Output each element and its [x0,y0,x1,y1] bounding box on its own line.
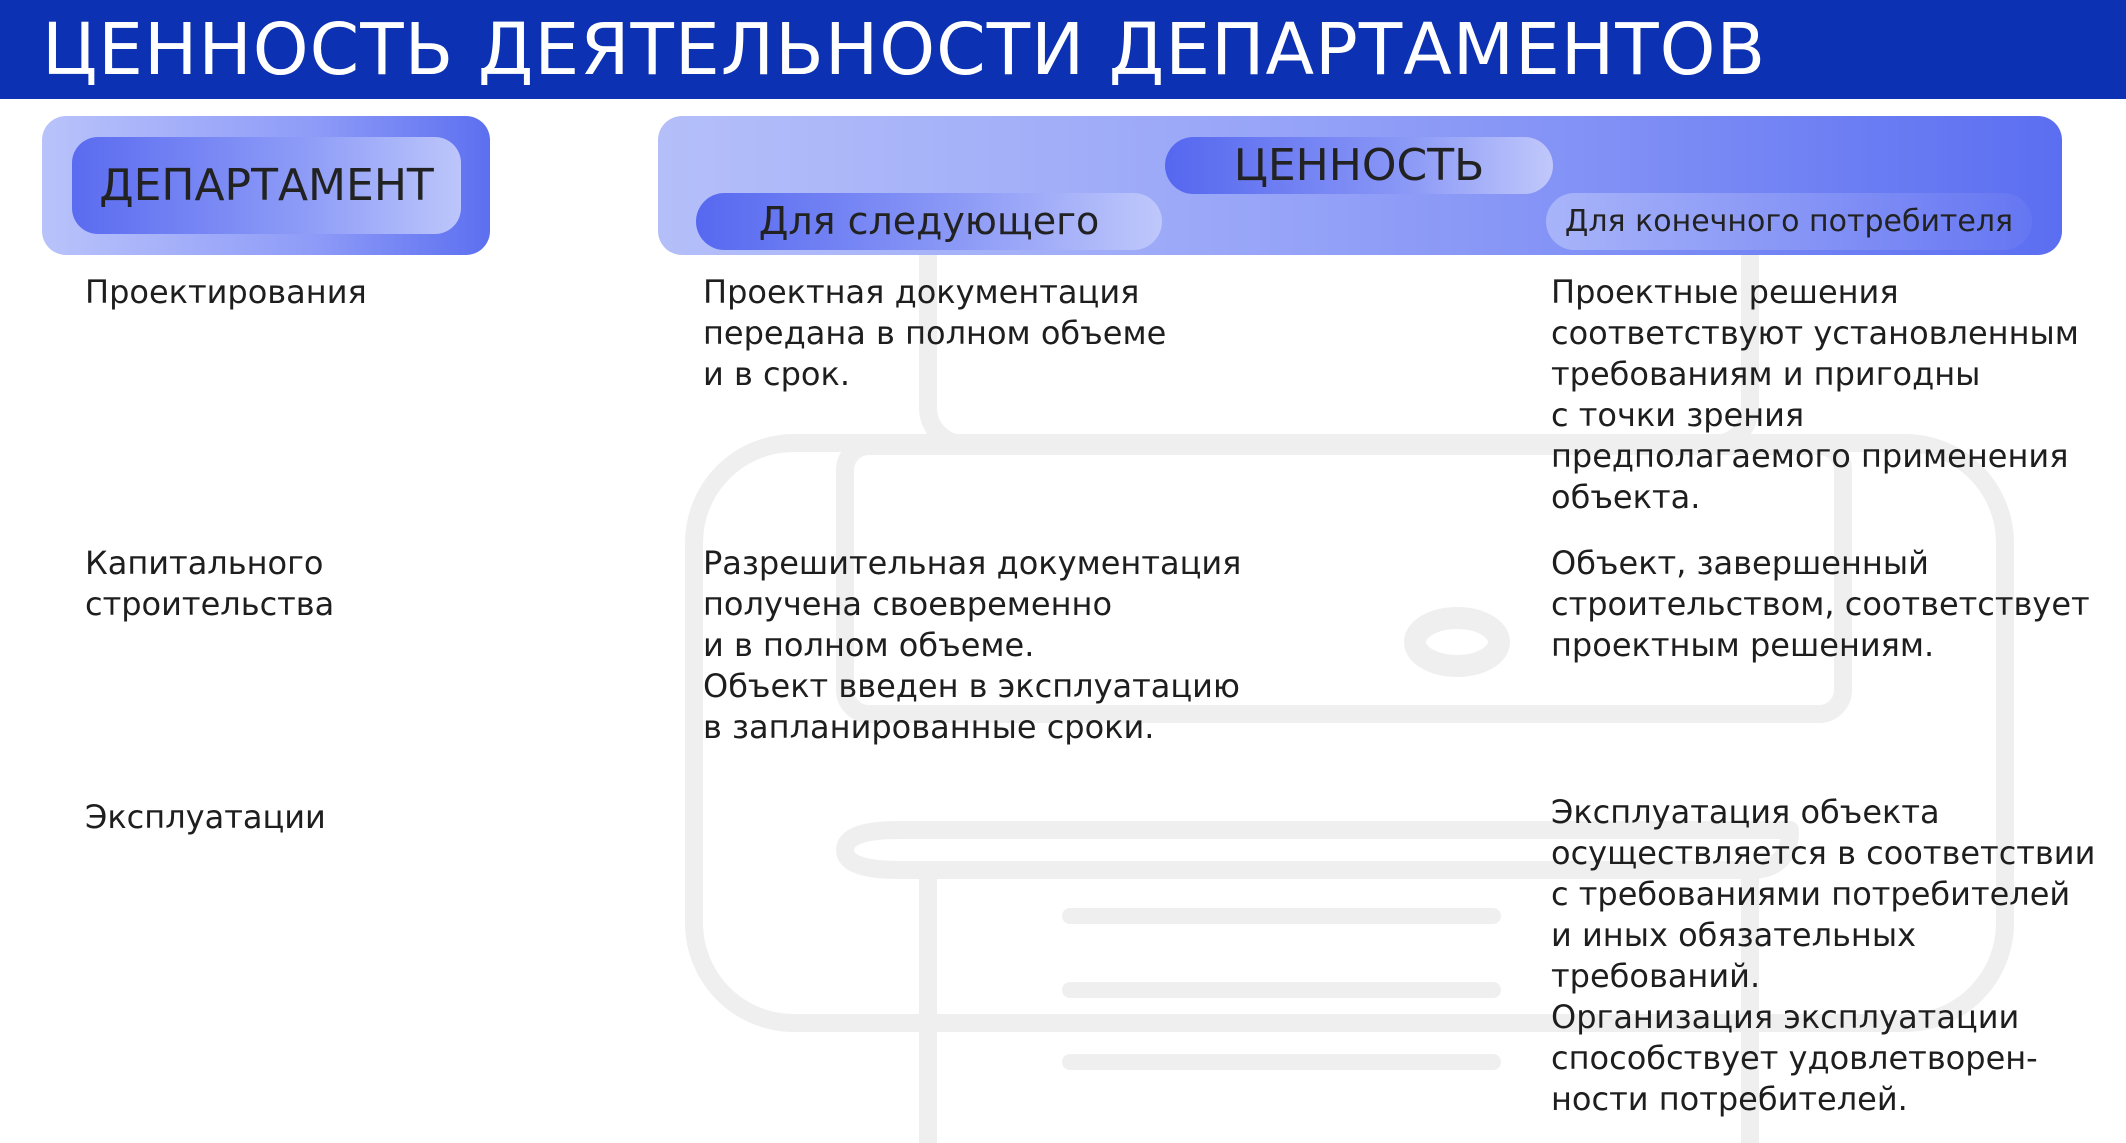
row-2-for-end-consumer [1551,543,2090,666]
row-1-for-end-consumer-line: с точки зрения [1551,396,1805,434]
row-3-department-line: Эксплуатации [85,798,326,836]
row-2-department [85,543,334,625]
row-2-for-end-consumer-line: Объект, завершенный [1551,544,1929,582]
row-3-for-end-consumer-line: осуществляется в соответствии [1551,834,2096,872]
row-2-department-line: строительства [85,585,335,623]
row-2-for-next-line: и в полном объеме. [703,626,1035,664]
row-1-for-end-consumer-line: Проектные решения [1551,273,1899,311]
row-1-department [85,272,367,313]
row-3-department [85,797,326,838]
row-3-for-end-consumer-line: Эксплуатация объекта [1551,793,1940,831]
for-next-header-label: Для следующего [758,199,1100,243]
row-3-for-end-consumer-line: и иных обязательных [1551,916,1917,954]
row-1-for-end-consumer-line: предполагаемого применения [1551,437,2069,475]
row-2-for-next-line: Объект введен в эксплуатацию [703,667,1240,705]
row-1-department-line: Проектирования [85,273,367,311]
row-2-for-next-line: Разрешительная документация [703,544,1242,582]
row-2-for-end-consumer-line: строительством, соответствует [1551,585,2090,623]
row-1-for-next [703,272,1166,395]
row-1-for-next-line: передана в полном объеме [703,314,1167,352]
row-3-for-end-consumer-line: Организация эксплуатации [1551,998,2020,1036]
row-2-for-next-line: получена своевременно [703,585,1113,623]
row-1-for-end-consumer [1551,272,2079,518]
row-2-department-line: Капитального [85,544,324,582]
row-1-for-end-consumer-line: объекта. [1551,478,1701,516]
row-2-for-end-consumer-line: проектным решениям. [1551,626,1935,664]
row-3-for-end-consumer-line: ности потребителей. [1551,1080,1908,1118]
row-3-for-end-consumer-line: с требованиями потребителей [1551,875,2071,913]
row-2-for-next-line: в запланированные сроки. [703,708,1155,746]
page-title: ЦЕННОСТЬ ДЕЯТЕЛЬНОСТИ ДЕПАРТАМЕНТОВ [42,8,1767,91]
row-1-for-end-consumer-line: требованиям и пригодны [1551,355,1981,393]
row-1-for-next-line: Проектная документация [703,273,1140,311]
row-3-for-end-consumer [1551,792,2095,1120]
row-3-for-end-consumer-line: способствует удовлетворен- [1551,1039,2038,1077]
department-header-label: ДЕПАРТАМЕНТ [99,160,434,211]
row-2-for-next [703,543,1241,748]
row-1-for-next-line: и в срок. [703,355,850,393]
value-header-label: ЦЕННОСТЬ [1233,140,1485,191]
row-3-for-end-consumer-line: требований. [1551,957,1761,995]
for-end-consumer-header-label: Для конечного потребителя [1564,204,2014,239]
row-1-for-end-consumer-line: соответствуют установленным [1551,314,2079,352]
